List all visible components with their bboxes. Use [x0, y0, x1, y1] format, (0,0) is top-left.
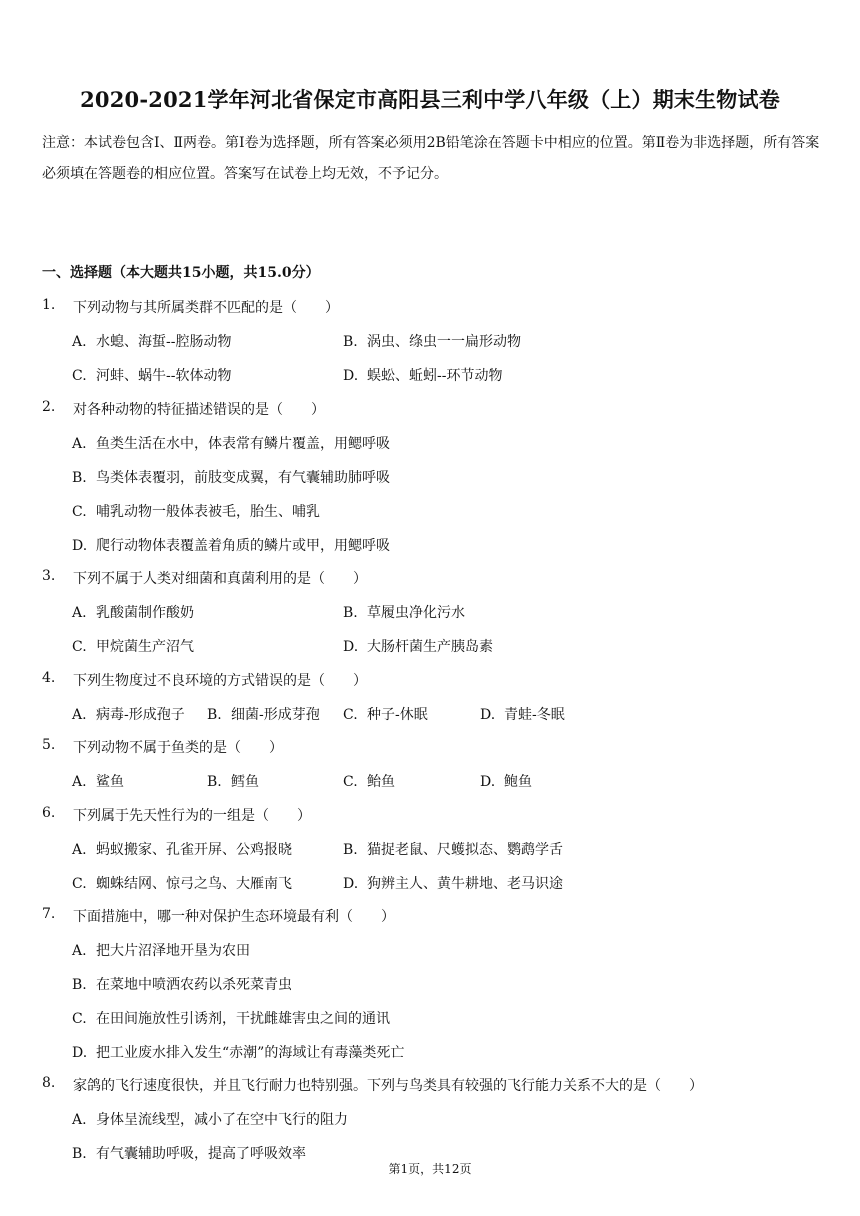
option-letter: C.: [72, 876, 87, 892]
option-text: 蚂蚁搬家、孔雀开屏、公鸡报晓: [96, 842, 292, 858]
option-b: [343, 839, 563, 859]
option-a: [72, 940, 250, 960]
option-letter: A.: [72, 774, 87, 790]
option-text: 爬行动物体表覆盖着角质的鳞片或甲，用鳃呼吸: [96, 538, 390, 554]
option-text: 把工业废水排入发生“赤潮”的海域让有毒藻类死亡: [96, 1045, 405, 1061]
option-a: [72, 771, 124, 791]
option-text: 鲍鱼: [504, 774, 532, 790]
option-d: [343, 365, 502, 385]
option-letter: D.: [343, 368, 359, 384]
option-d: [480, 704, 565, 724]
option-c: [72, 1008, 390, 1028]
option-b: [343, 331, 521, 351]
option-letter: B.: [72, 1146, 87, 1162]
question-number: 2.: [42, 399, 56, 415]
option-b: [72, 974, 292, 994]
option-c: [72, 365, 231, 385]
option-letter: D.: [480, 774, 496, 790]
option-letter: A.: [72, 436, 87, 452]
option-letter: B.: [343, 334, 358, 350]
option-c: [343, 771, 395, 791]
option-text: 乳酸菌制作酸奶: [96, 605, 194, 621]
option-c: [72, 636, 194, 656]
question-number: 8.: [42, 1075, 56, 1091]
option-letter: D.: [343, 639, 359, 655]
option-text: 草履虫净化污水: [367, 605, 465, 621]
option-letter: B.: [207, 707, 222, 723]
question-stem: 家鸽的飞行速度很快，并且飞行耐力也特别强。下列与鸟类具有较强的飞行能力关系不大的是（ ）: [73, 1078, 703, 1094]
option-letter: A.: [72, 605, 87, 621]
option-a: [72, 331, 231, 351]
option-letter: C.: [72, 639, 87, 655]
option-text: 鸟类体表覆羽，前肢变成翼，有气囊辅助肺呼吸: [96, 470, 390, 486]
option-text: 病毒-形成孢子: [96, 707, 185, 723]
option-text: 种子-休眠: [367, 707, 428, 723]
option-letter: A.: [72, 1112, 87, 1128]
exam-notice: 注意：本试卷包含Ⅰ、Ⅱ两卷。第Ⅰ卷为选择题，所有答案必须用2B铅笔涂在答题卡中相应的位置。第Ⅱ卷为非选择题，所有答案必须填在答题卷的相应位置。答案写在试卷上均无效，不予记分。: [42, 135, 820, 182]
option-letter: B.: [72, 977, 87, 993]
question-number: 7.: [42, 906, 56, 922]
option-text: 猫捉老鼠、尺蠖拟态、鹦鹉学舌: [367, 842, 563, 858]
option-b: [207, 771, 259, 791]
option-a: [72, 433, 390, 453]
option-text: 鳕鱼: [231, 774, 259, 790]
option-text: 青蛙-冬眠: [504, 707, 565, 723]
option-a: [72, 704, 185, 724]
option-d: [480, 771, 532, 791]
option-c: [72, 501, 320, 521]
option-b: [72, 467, 390, 487]
option-letter: B.: [207, 774, 222, 790]
option-text: 蜈蚣、蚯蚓--环节动物: [367, 368, 503, 384]
question-number: 3.: [42, 568, 56, 584]
option-letter: A.: [72, 943, 87, 959]
question-stem: 下面措施中，哪一种对保护生态环境最有利（ ）: [73, 909, 395, 925]
option-text: 细菌-形成芽孢: [231, 707, 320, 723]
option-text: 涡虫、绦虫一一扁形动物: [367, 334, 521, 350]
question-stem: 下列生物度过不良环境的方式错误的是（ ）: [73, 673, 367, 689]
option-text: 在田间施放性引诱剂，干扰雌雄害虫之间的通讯: [96, 1011, 390, 1027]
option-letter: A.: [72, 842, 87, 858]
question-stem: 对各种动物的特征描述错误的是（ ）: [73, 402, 325, 418]
option-text: 有气囊辅助呼吸，提高了呼吸效率: [96, 1146, 306, 1162]
option-text: 蜘蛛结网、惊弓之鸟、大雁南飞: [96, 876, 292, 892]
page-number-footer: 第1页，共12页: [388, 1162, 472, 1176]
option-text: 狗辨主人、黄牛耕地、老马识途: [367, 876, 563, 892]
option-letter: A.: [72, 334, 87, 350]
option-letter: B.: [343, 605, 358, 621]
option-a: [72, 839, 292, 859]
option-b: [343, 602, 465, 622]
option-text: 水螅、海蜇--腔肠动物: [96, 334, 232, 350]
option-text: 鲨鱼: [96, 774, 124, 790]
option-a: [72, 1109, 348, 1129]
option-letter: C.: [72, 1011, 87, 1027]
option-text: 甲烷菌生产沼气: [96, 639, 194, 655]
option-d: [72, 535, 390, 555]
section-heading: 一、选择题（本大题共15小题，共15.0分）: [42, 265, 320, 281]
option-a: [72, 602, 194, 622]
option-text: 鲐鱼: [367, 774, 395, 790]
option-text: 身体呈流线型，减小了在空中飞行的阻力: [96, 1112, 348, 1128]
question-number: 4.: [42, 670, 56, 686]
option-d: [343, 873, 563, 893]
option-text: 把大片沼泽地开垦为农田: [96, 943, 250, 959]
option-b: [207, 704, 320, 724]
option-d: [343, 636, 493, 656]
option-letter: B.: [72, 470, 87, 486]
question-number: 5.: [42, 737, 56, 753]
question-stem: 下列不属于人类对细菌和真菌利用的是（ ）: [73, 571, 367, 587]
option-letter: D.: [480, 707, 496, 723]
option-text: 河蚌、蜗牛--软体动物: [96, 368, 232, 384]
option-letter: C.: [72, 368, 87, 384]
option-text: 大肠杆菌生产胰岛素: [367, 639, 493, 655]
option-letter: D.: [72, 538, 88, 554]
option-letter: C.: [72, 504, 87, 520]
question-stem: 下列动物与其所属类群不匹配的是（ ）: [73, 300, 339, 316]
option-text: 哺乳动物一般体表被毛，胎生、哺乳: [96, 504, 320, 520]
question-stem: 下列属于先天性行为的一组是（ ）: [73, 808, 311, 824]
page-title: 2020-2021学年河北省保定市高阳县三利中学八年级（上）期末生物试卷: [80, 87, 780, 112]
question-number: 1.: [42, 297, 56, 313]
question-number: 6.: [42, 805, 56, 821]
option-letter: C.: [343, 707, 358, 723]
option-c: [72, 873, 292, 893]
option-c: [343, 704, 428, 724]
question-stem: 下列动物不属于鱼类的是（ ）: [73, 740, 283, 756]
option-letter: C.: [343, 774, 358, 790]
option-letter: A.: [72, 707, 87, 723]
option-text: 在菜地中喷洒农药以杀死菜青虫: [96, 977, 292, 993]
option-text: 鱼类生活在水中，体表常有鳞片覆盖，用鳃呼吸: [96, 436, 390, 452]
option-letter: B.: [343, 842, 358, 858]
option-d: [72, 1042, 404, 1062]
option-letter: D.: [343, 876, 359, 892]
option-letter: D.: [72, 1045, 88, 1061]
